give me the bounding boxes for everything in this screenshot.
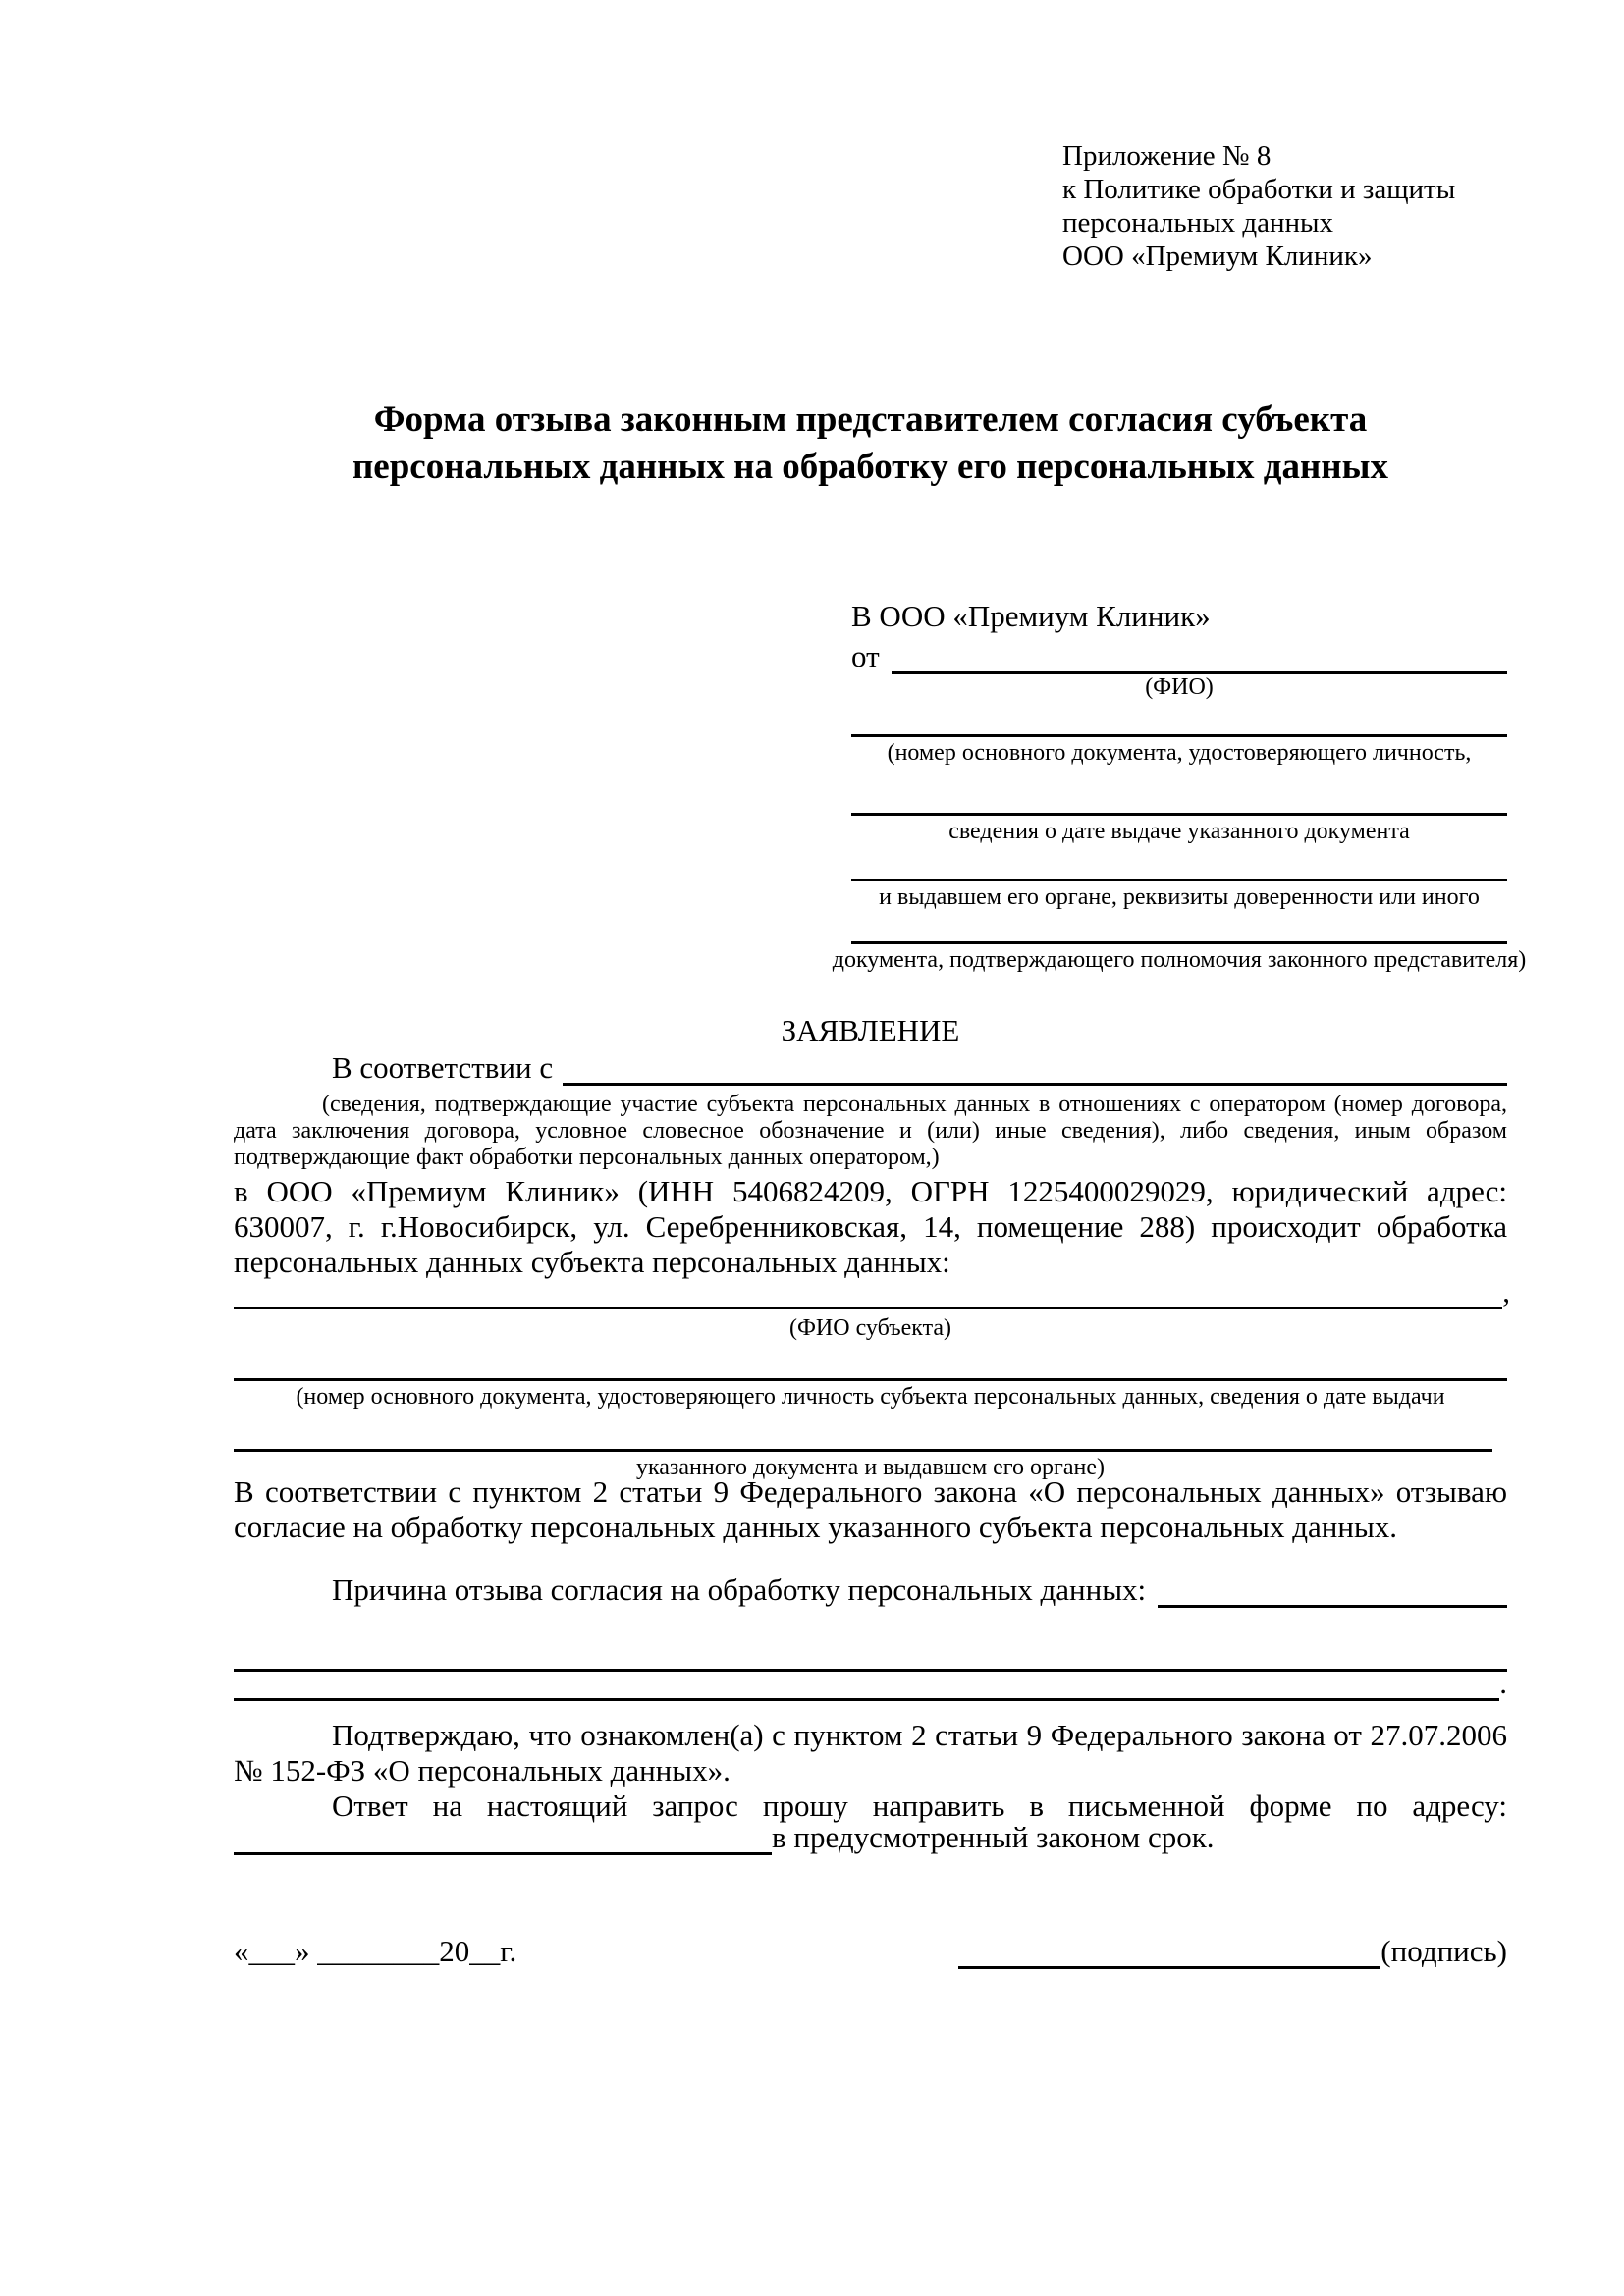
- reason-blank-line-1: [234, 1647, 1507, 1672]
- signature-caption: (подпись): [1380, 1934, 1507, 1968]
- from-row: [851, 638, 1507, 674]
- trailing-period: .: [1499, 1666, 1507, 1700]
- authority-blank-line: [851, 912, 1507, 944]
- appendix-line: Приложение № 8: [1062, 140, 1272, 172]
- reason-blank-line-0: [1158, 1605, 1507, 1608]
- appendix-line: ООО «Премиум Клиник»: [1062, 240, 1373, 272]
- caption-doc-number: (номер основного документа, удостоверяющего личность,: [887, 740, 1472, 766]
- caption-issuer: и выдавшем его органе, реквизиты доверенности или иного: [879, 884, 1480, 910]
- caption-fio-subject: (ФИО субъекта): [788, 1315, 952, 1341]
- caption-subject-doc-1: (номер основного документа, удостоверяющего личность субъекта персональных данных, сведения о дате выдачи: [296, 1384, 1445, 1410]
- intro-prefix: В соответствии с: [332, 1050, 554, 1085]
- doc-number-blank-line: [851, 702, 1507, 737]
- appendix-line: персональных данных: [1062, 207, 1334, 239]
- acknowledgement-paragraph: Подтверждаю, что ознакомлен(а) с пунктом 2 статьи 9 Федерального закона от 27.07.2006 № 152-ФЗ «О персональных данных».: [234, 1718, 1507, 1788]
- caption-subject-doc-2: указанного документа и выдавшем его органе): [635, 1455, 1106, 1480]
- reason-blank-line-2-rule: [234, 1698, 1499, 1701]
- caption-authority: [832, 947, 1527, 975]
- issuer-blank-line: [851, 846, 1507, 881]
- reply-address-row: [234, 1820, 1507, 1855]
- caption-authority-text: документа, подтверждающего полномочия законного представителя): [832, 947, 1527, 973]
- reply-paragraph: Ответ на настоящий запрос прошу направить в письменной форме по адресу:: [332, 1789, 1507, 1823]
- document-title: [234, 397, 1507, 491]
- appendix-line: к Политике обработки и защиты: [1062, 174, 1456, 205]
- addressee-block: [832, 599, 1527, 975]
- statement-heading: ЗАЯВЛЕНИЕ: [781, 1013, 960, 1047]
- document-title-text: Форма отзыва законным представителем согласия субъекта персональных данных на обработку его персональных данных: [352, 400, 1388, 487]
- appendix-block: [1062, 139, 1455, 273]
- from-label: от: [851, 639, 880, 673]
- date-line: «___» ________20__г.: [234, 1934, 517, 1968]
- subject-doc-blank-line-2: [234, 1427, 1492, 1452]
- reply-tail: в предусмотренный законом срок.: [772, 1820, 1215, 1854]
- reason-label: Причина отзыва согласия на обработку персональных данных:: [332, 1573, 1147, 1607]
- subject-doc-blank-line-1: [234, 1357, 1507, 1381]
- withdrawal-paragraph: В соответствии с пунктом 2 статьи 9 Федерального закона «О персональных данных» отзываю согласие на обработку персональных данных указанного субъекта персональных данных.: [234, 1474, 1507, 1544]
- reason-blank-line-2: [234, 1666, 1507, 1701]
- addressee-org: В ООО «Премиум Клиник»: [851, 599, 1211, 633]
- reason-row: [234, 1575, 1507, 1608]
- basis-blank-line: [563, 1083, 1507, 1086]
- trailing-comma: ,: [1502, 1274, 1510, 1308]
- issue-date-blank-line: [851, 768, 1507, 816]
- subject-fio-blank-line: [234, 1307, 1502, 1309]
- intro-row: [234, 1050, 1507, 1086]
- signature-line: [958, 1966, 1380, 1969]
- caption-fio: (ФИО): [1145, 674, 1214, 700]
- footer-row: [234, 1936, 1507, 1969]
- intro-note: (сведения, подтверждающие участие субъекта персональных данных в отношениях с оператором (номер договора, дата заключения договора, условное словесное обозначение и (или) иные сведения), либо сведения, иным образом подтверждающие факт обработки персональных данных оператором,): [234, 1092, 1507, 1170]
- address-blank-line: [234, 1852, 772, 1855]
- caption-issue-date: сведения о дате выдаче указанного документа: [948, 819, 1410, 844]
- operator-paragraph: в ООО «Премиум Клиник» (ИНН 5406824209, ОГРН 1225400029029, юридический адрес: 630007, г. г.Новосибирск, ул. Серебренниковская, 14, помещение 288) происходит обработка персональных данных субъекта персональных данных:: [234, 1174, 1507, 1279]
- subject-fio-row: [234, 1274, 1510, 1309]
